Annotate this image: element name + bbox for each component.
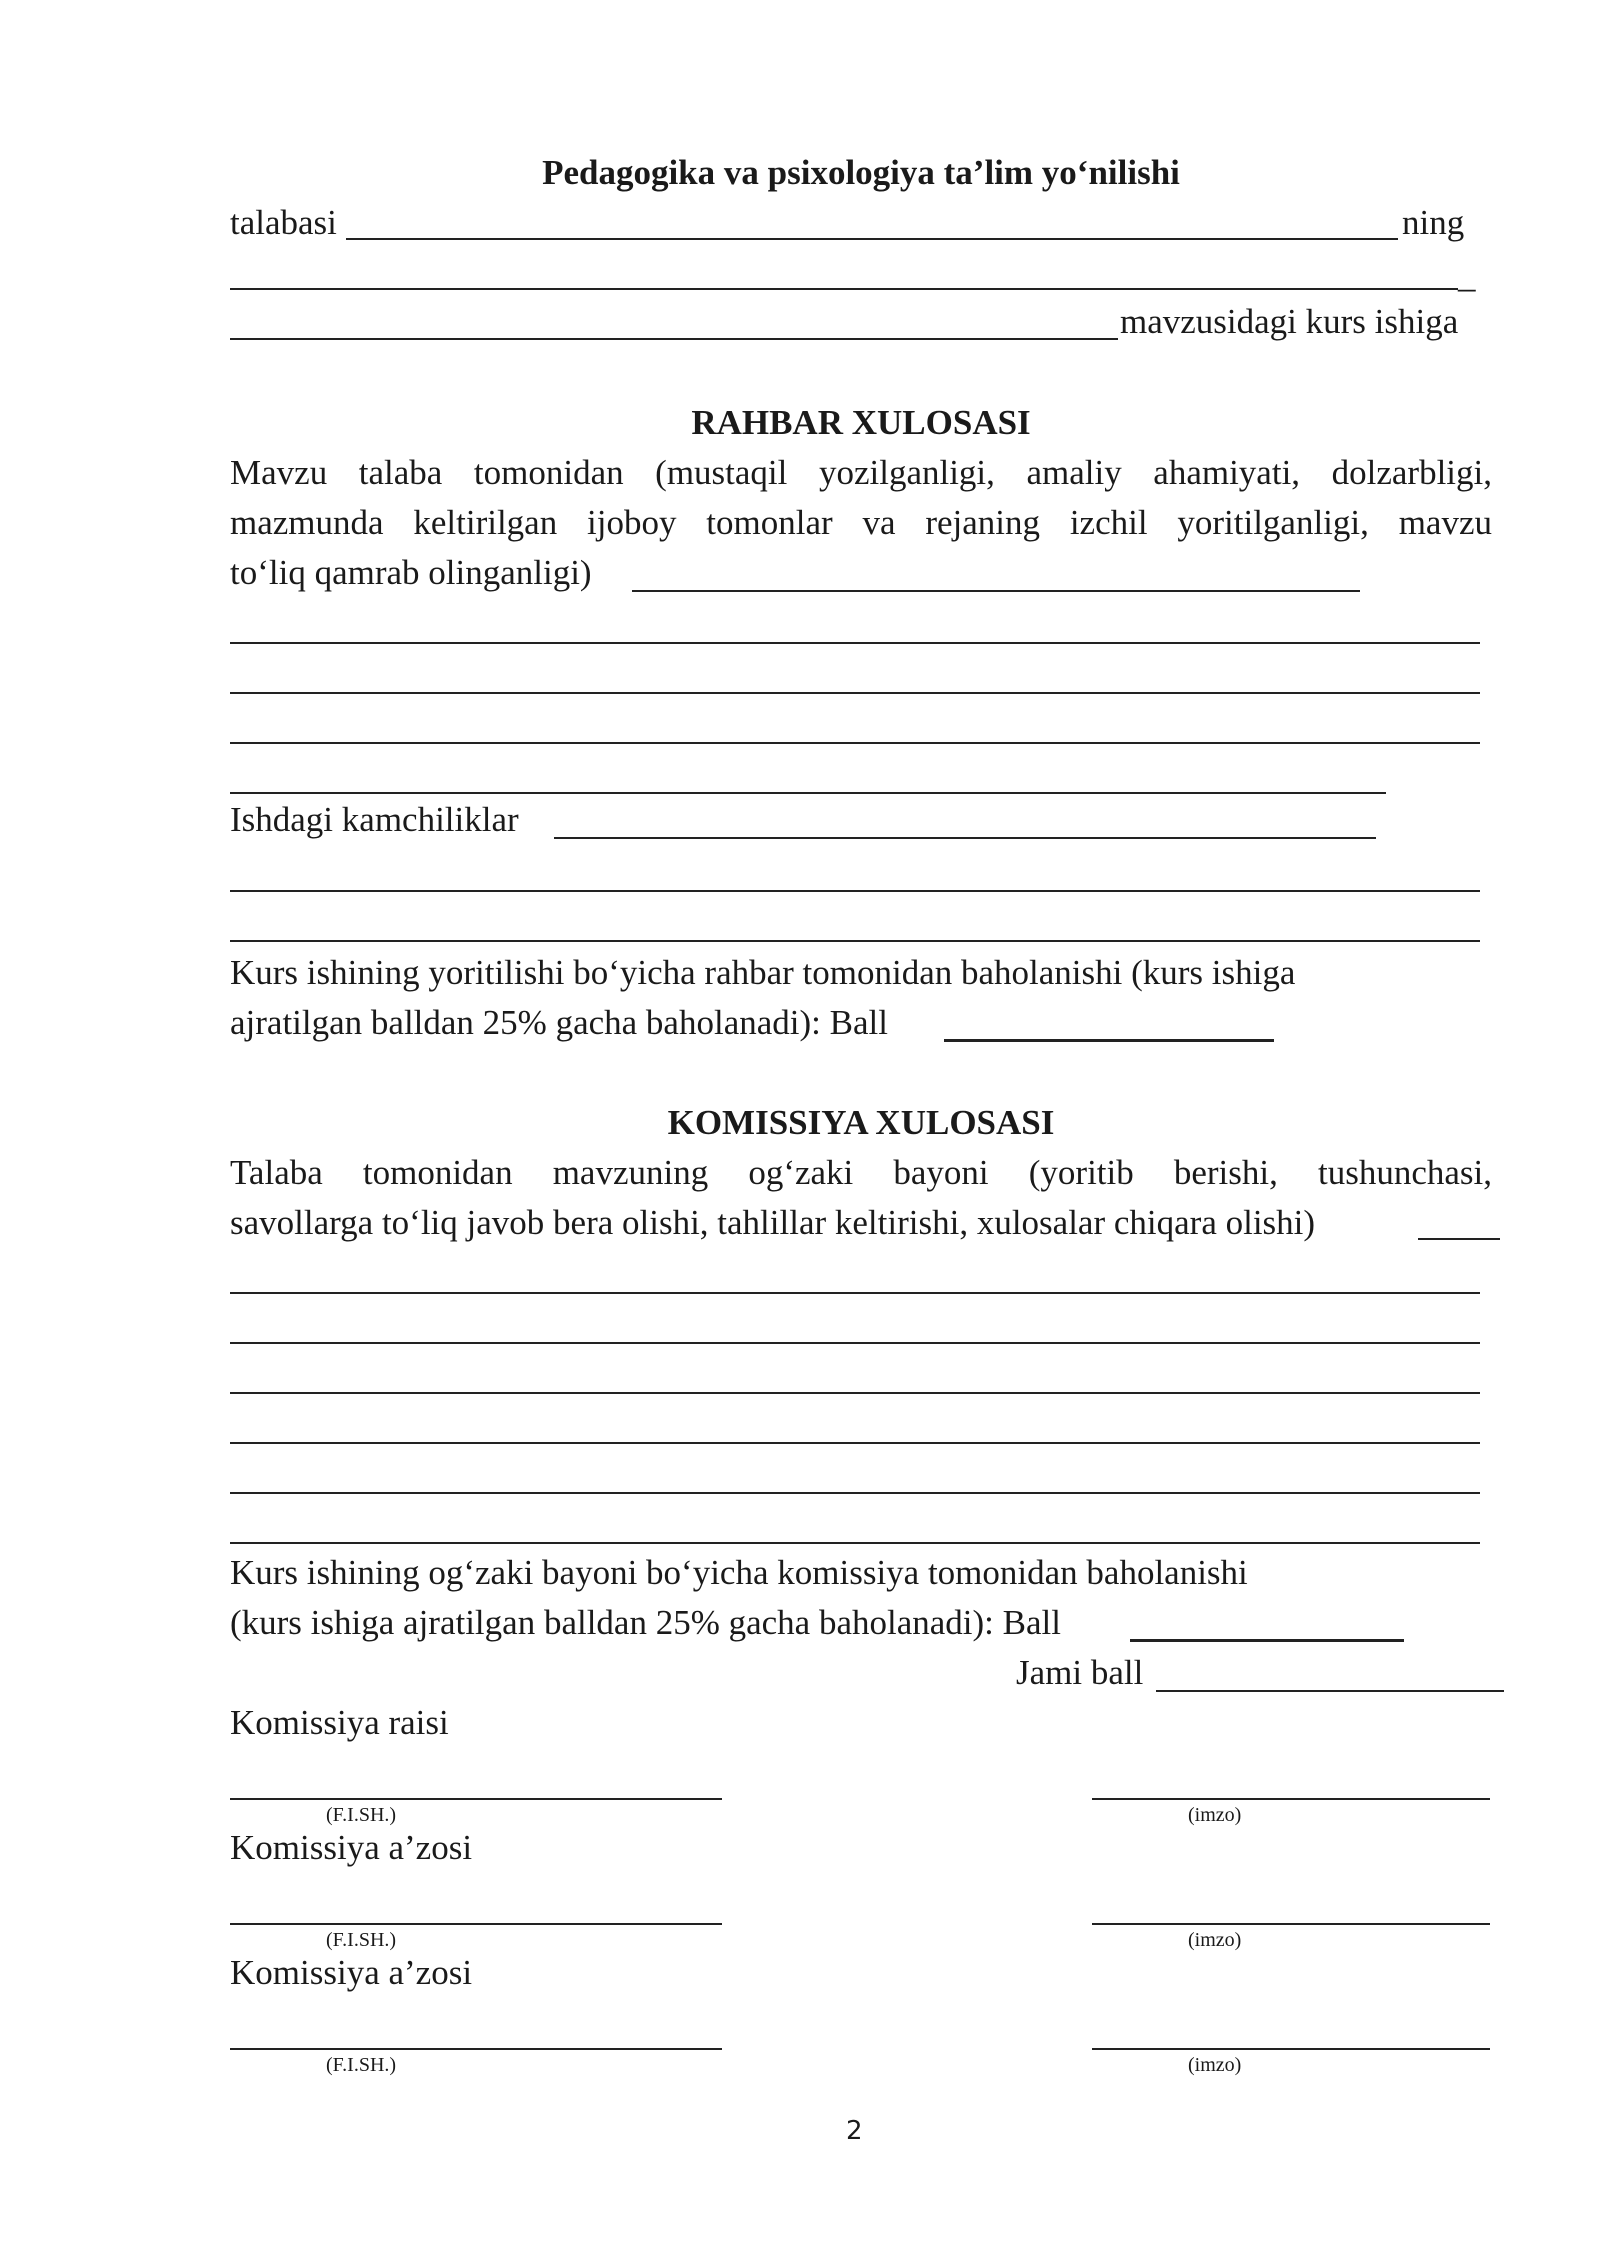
commission-paragraph-line: savollarga to‘liq javob bera olishi, tahlillar keltirishi, xulosalar chiqara olishi) (230, 1203, 1316, 1242)
signature-caption: (imzo) (1188, 2054, 1242, 2076)
fish-blank (230, 1923, 722, 1925)
supervisor-heading: RAHBAR XULOSASI (691, 403, 1031, 442)
fish-blank (230, 1798, 722, 1800)
supervisor-paragraph-line: mazmunda keltirilgan ijoboy tomonlar va rejaning izchil yoritilganligi, mavzu (230, 503, 1492, 542)
commission-grade-line: (kurs ishiga ajratilgan balldan 25% gacha baholanadi): Ball (230, 1603, 1061, 1642)
fish-caption: (F.I.SH.) (326, 1804, 397, 1826)
signature-blank (1092, 1923, 1490, 1925)
signature-blank (1092, 1798, 1490, 1800)
commission-answer-line (230, 1292, 1480, 1294)
commission-grade-line: Kurs ishining og‘zaki bayoni bo‘yicha komissiya tomonidan baholanishi (230, 1553, 1248, 1592)
signature-caption: (imzo) (1188, 1929, 1242, 1951)
supervisor-answer-line (230, 742, 1480, 744)
supervisor-answer-blank (632, 590, 1360, 592)
total-ball-label: Jami ball (1016, 1653, 1144, 1692)
supervisor-ball-blank (944, 1039, 1274, 1042)
fish-caption: (F.I.SH.) (326, 1929, 397, 1951)
total-ball-blank (1156, 1690, 1504, 1692)
signature-blank (1092, 2048, 1490, 2050)
commission-answer-line (230, 1542, 1480, 1544)
document-title: Pedagogika va psixologiya ta’lim yo‘nilishi (542, 153, 1180, 192)
supervisor-answer-line (230, 692, 1480, 694)
commission-heading: KOMISSIYA XULOSASI (667, 1103, 1055, 1142)
commission-ball-blank (1130, 1639, 1404, 1642)
supervisor-grade-line: ajratilgan balldan 25% gacha baholanadi): Ball (230, 1003, 888, 1042)
signature-role: Komissiya a’zosi (230, 1953, 473, 1992)
topic-blank-2 (230, 338, 1118, 340)
topic-trailing-mark: _ (1458, 256, 1476, 295)
shortcomings-line (230, 890, 1480, 892)
supervisor-paragraph-line: to‘liq qamrab olinganligi) (230, 553, 592, 592)
supervisor-paragraph-line: Mavzu talaba tomonidan (mustaqil yozilganligi, amaliy ahamiyati, dolzarbligi, (230, 453, 1492, 492)
commission-paragraph-line: Talaba tomonidan mavzuning og‘zaki bayoni (yoritib berishi, tushunchasi, (230, 1153, 1492, 1192)
signature-role: Komissiya raisi (230, 1703, 449, 1742)
student-suffix: ning (1402, 203, 1465, 242)
topic-blank-1 (230, 288, 1458, 290)
signature-role: Komissiya a’zosi (230, 1828, 473, 1867)
signature-caption: (imzo) (1188, 1804, 1242, 1826)
supervisor-grade-line: Kurs ishining yoritilishi bo‘yicha rahbar tomonidan baholanishi (kurs ishiga (230, 953, 1296, 992)
commission-answer-line (230, 1392, 1480, 1394)
commission-answer-line (230, 1492, 1480, 1494)
fish-blank (230, 2048, 722, 2050)
shortcomings-label: Ishdagi kamchiliklar (230, 800, 519, 839)
commission-answer-line (230, 1442, 1480, 1444)
student-name-blank (346, 238, 1398, 240)
page-number: 2 (846, 2116, 863, 2146)
topic-suffix: mavzusidagi kurs ishiga (1120, 302, 1459, 341)
supervisor-answer-line (230, 642, 1480, 644)
shortcomings-line (230, 940, 1480, 942)
commission-answer-line (230, 1342, 1480, 1344)
supervisor-answer-line (230, 792, 1386, 794)
student-prefix: talabasi (230, 203, 337, 242)
fish-caption: (F.I.SH.) (326, 2054, 397, 2076)
shortcomings-blank (554, 837, 1376, 839)
commission-answer-blank (1418, 1238, 1500, 1240)
